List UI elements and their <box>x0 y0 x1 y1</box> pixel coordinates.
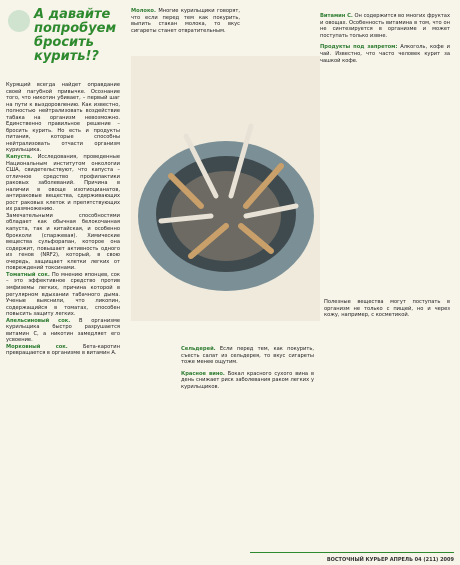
column-1 <box>6 82 120 357</box>
footer-text: ВОСТОЧНЫЙ КУРЬЕР АПРЕЛЬ 04 (211) 2009 <box>326 557 454 563</box>
heading: Капуста. <box>6 154 33 161</box>
column-3-top <box>320 8 450 69</box>
title-block <box>8 8 126 78</box>
paragraph: Он содержится во многих фруктах и овощах. Особенность витамина в том, что он не синтезируется в организме и может поступать только извне. <box>320 13 450 39</box>
paragraph: Полезные вещества могут поступать в организм не только с пищей, но и через кожу, например, с косметикой. <box>324 299 450 319</box>
heading: Морковный сок. <box>6 343 68 350</box>
paragraph: Исследования, проведенные Национальным институтом онкологии США, свидетельствуют, что капуста – отличное средство профилактики раковых заболеваний. Причина в наличии в овоще изотиоцианатов, антираковые вещества, сдерживающих рост раковых клеток и препятствующих их размножению. <box>6 154 120 213</box>
heading: Томатный сок. <box>6 271 50 278</box>
paragraph: Замечательными способностями обладает как обычная белокочанная капуста, так и китайская, и особенно брокколи (спаржевая). Химические вещества сульфорапан, которое она содержит, повышает активность одного из генов (NRF2), который, в свою очередь, защищает клетки легких от повреждений токсинами. <box>6 212 120 272</box>
column-2-top <box>131 8 240 56</box>
leaf-logo-icon <box>8 10 30 32</box>
paragraph: В организме курильщика быстро разрушается витамин С, а никотин замедляет его усвоение. <box>6 317 120 344</box>
paragraph: Если перед тем, как покурить, съесть салат из сельдерея, то вкус сигареты тоже менее ощутим. <box>181 346 315 366</box>
heading: Красное вино. <box>181 370 225 377</box>
column-3-bottom <box>324 294 450 324</box>
ashtray-photo <box>131 56 320 321</box>
paragraph: Многие курильщики говорят, что если перед тем как покурить, выпить стакан молока, то вкус сигареты станет отвратительным. <box>131 8 240 34</box>
heading: Сельдерей. <box>181 346 216 353</box>
heading: Продукты под запретом: <box>320 44 398 51</box>
paragraph: Бокал красного сухого вина в день снижает риск заболевания раком легких у курильщиков. <box>181 370 314 391</box>
heading: Молоко. <box>131 8 156 14</box>
heading: Апельсиновый сок. <box>6 317 71 324</box>
heading: Витамин С. <box>320 13 353 20</box>
paragraph: По мнению японцев, сок – это эффективное средство против эмфиземы легких, причина которой в регулярном вдыхании табачного дыма. Ученые выяснили, что ликопин, содержащийся в томатах, способен повысить защиту легких. <box>6 271 120 318</box>
page-title: А давайте попробуем бросить курить!? <box>34 7 117 64</box>
column-2-bottom <box>181 341 314 396</box>
paragraph: Курящий всегда найдет оправдание своей пагубной привычке. Осознание того, что никотин убивает, – первый шаг на пути к выздоровлению. Как известно, полностью нейтрализовать воздействие табака на организм невозможно. Единственно правильное решение – бросить курить. Но есть и продукты питания, которые способны нейтрализовать отчасти организм курильщика. <box>6 82 120 154</box>
footer-rule <box>250 552 454 553</box>
paragraph: Алкоголь, кофе и чай. Известно, что часто человек курит за чашкой кофе. <box>320 44 450 64</box>
paragraph: Бета-каротин превращается в организме в витамин А. <box>6 343 121 357</box>
